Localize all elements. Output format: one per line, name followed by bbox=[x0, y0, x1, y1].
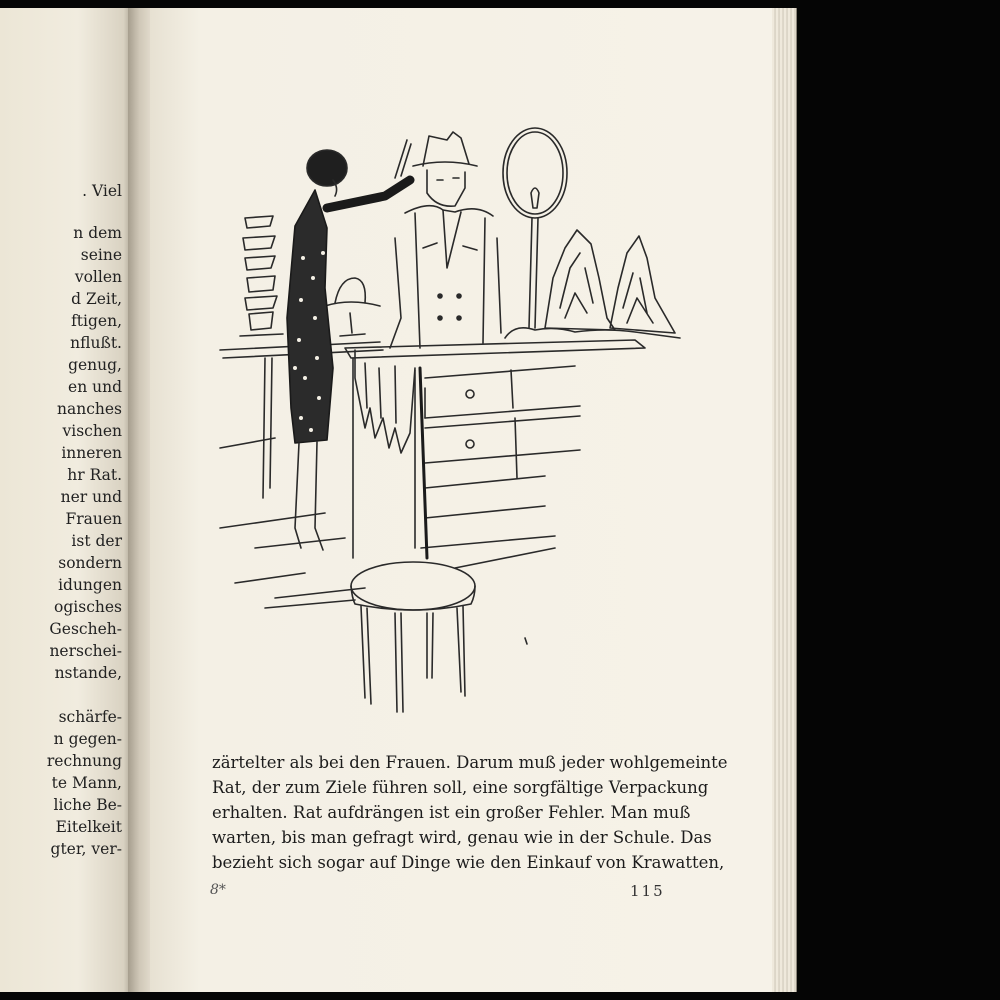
text-line: rechnung bbox=[46, 752, 122, 770]
shop-illustration bbox=[215, 118, 685, 718]
text-line: Eitelkeit bbox=[55, 818, 122, 836]
text-line: Rat, der zum Ziele führen soll, eine sorgfältige Verpackung bbox=[212, 778, 709, 797]
text-line: nflußt. bbox=[70, 334, 122, 352]
text-line: genug, bbox=[68, 356, 122, 374]
body-text bbox=[212, 750, 728, 875]
text-line: warten, bis man gefragt wird, genau wie in der Schule. Das bbox=[212, 828, 712, 847]
text-line: vischen bbox=[62, 422, 122, 440]
signature-mark: 8* bbox=[210, 882, 226, 898]
text-line: . Viel bbox=[82, 182, 122, 200]
text-line: sondern bbox=[58, 554, 122, 572]
text-line: te Mann, bbox=[51, 774, 122, 792]
text-line: ftigen, bbox=[71, 312, 122, 330]
open-book bbox=[0, 8, 796, 992]
text-line: en und bbox=[68, 378, 122, 396]
left-page bbox=[0, 8, 130, 992]
text-line: schärfe- bbox=[58, 708, 122, 726]
text-line: vollen bbox=[74, 268, 122, 286]
text-line: ogisches bbox=[54, 598, 122, 616]
text-line: ist der bbox=[71, 532, 122, 550]
text-line: Gescheh- bbox=[49, 620, 122, 638]
text-line: d Zeit, bbox=[71, 290, 122, 308]
text-line: erhalten. Rat aufdrängen ist ein großer Fehler. Man muß bbox=[212, 803, 691, 822]
text-line: bezieht sich sogar auf Dinge wie den Einkauf von Krawatten, bbox=[212, 853, 725, 872]
text-line: nanches bbox=[57, 400, 122, 418]
text-line: nstande, bbox=[54, 664, 122, 682]
text-line: idungen bbox=[58, 576, 122, 594]
page-number: 115 bbox=[630, 882, 665, 900]
text-line: Frauen bbox=[65, 510, 122, 528]
text-line: seine bbox=[80, 246, 122, 264]
text-line: zärtelter als bei den Frauen. Darum muß jeder wohlgemeinte bbox=[212, 753, 728, 772]
text-line: ner und bbox=[60, 488, 122, 506]
text-line: n dem bbox=[73, 224, 122, 242]
text-line: n gegen- bbox=[53, 730, 122, 748]
page-edges bbox=[772, 8, 797, 992]
text-line: hr Rat. bbox=[67, 466, 122, 484]
text-line: liche Be- bbox=[53, 796, 122, 814]
text-line: gter, ver- bbox=[50, 840, 122, 858]
text-line: nerschei- bbox=[49, 642, 122, 660]
text-line: inneren bbox=[61, 444, 122, 462]
